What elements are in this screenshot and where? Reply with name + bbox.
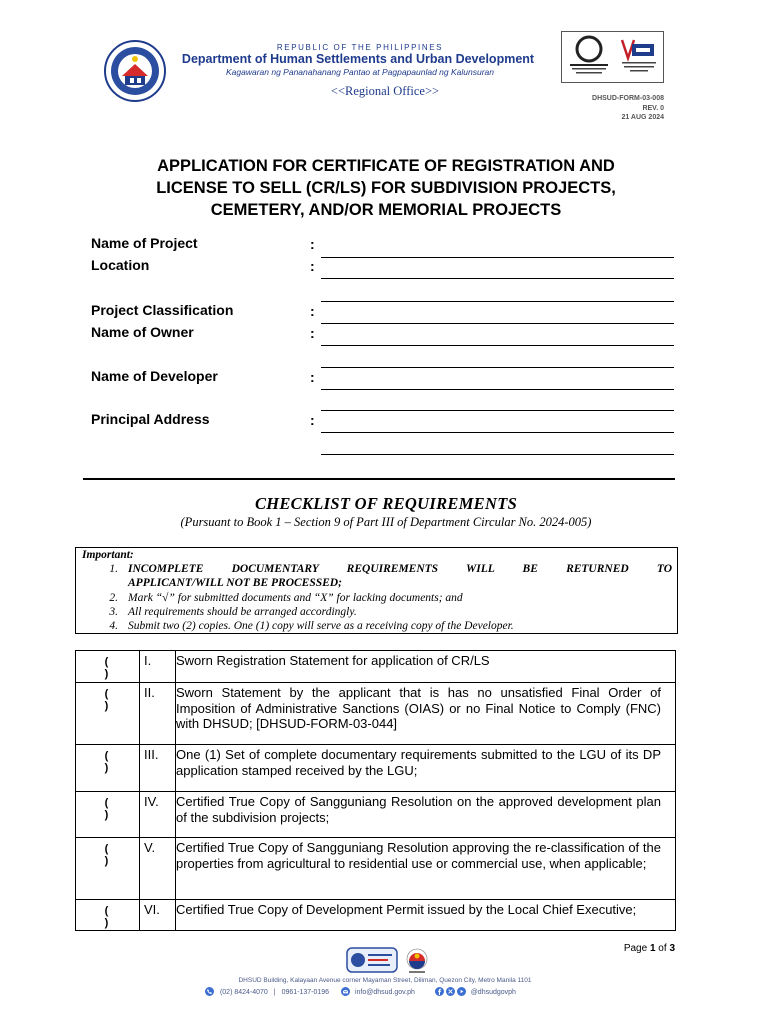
important-notice [75,547,678,634]
form-date: 21 AUG 2024 [621,114,664,121]
field-colon: : [310,258,315,274]
principal-address-field-line-2[interactable] [321,454,674,455]
field-colon: : [310,236,315,252]
checklist-title: CHECKLIST OF REQUIREMENTS [254,494,518,513]
important-item-text: Submit two (2) copies. One (1) copy will serve as a receiving copy of the Developer. [128,620,514,632]
phone-icon [205,987,214,998]
requirement-text: Certified True Copy of Sangguniang Resolution approving the re-classification of the properties from agricultural to residential use or commercial use, when applicable; [176,838,676,900]
title-line-2: LICENSE TO SELL (CR/LS) FOR SUBDIVISION PROJECTS, [156,179,616,197]
footer-phone: (02) 8424-4070 [219,989,268,996]
page-total: 3 [669,943,675,954]
footer-logos [345,946,435,976]
footer-mobile: 0961-137-0196 [281,989,330,996]
table-row [76,838,676,900]
requirement-number: V. [140,838,176,900]
page-number: Page 1 of 3 [623,943,675,954]
section-divider [83,478,675,480]
header-regional-office: <<Regional Office>> [330,84,440,98]
name-of-owner-label: Name of Owner [91,324,194,340]
requirement-text: One (1) Set of complete documentary requirements submitted to the LGU of its DP application stamped received by the LGU; [176,745,676,792]
requirement-text: Certified True Copy of Development Permit issued by the Local Chief Executive; [176,900,676,931]
footer-contacts: (02) 8424-4070 | 0961-137-0196 info@dhsud.gov.ph @dhsudgovph [205,987,565,1001]
location-field-line-2[interactable] [321,301,674,302]
requirement-number: II. [140,683,176,745]
project-classification-label: Project Classification [91,302,234,318]
important-item-number: 4. [109,620,118,632]
document-title [100,155,672,221]
requirement-number: III. [140,745,176,792]
location-label: Location [91,257,150,273]
project-classification-field[interactable] [321,323,674,324]
requirement-number: IV. [140,792,176,838]
footer-email[interactable]: info@dhsud.gov.ph [354,989,415,996]
requirement-checkbox[interactable]: ( ) [76,745,140,792]
important-item-number: 2. [109,592,118,604]
header-department: Department of Human Settlements and Urban Development [181,52,535,66]
facebook-icon[interactable] [435,987,444,998]
principal-address-label: Principal Address [91,411,210,427]
table-row [76,792,676,838]
header-republic: REPUBLIC OF THE PHILIPPINES [276,43,444,52]
table-row [76,745,676,792]
important-item-number: 1. [109,563,118,575]
table-row [76,900,676,931]
youtube-icon[interactable] [457,987,466,998]
requirement-checkbox[interactable]: ( ) [76,792,140,838]
field-colon: : [310,369,315,385]
important-item-text: INCOMPLETE DOCUMENTARY REQUIREMENTS WILL BE RETURNED TO [128,563,672,575]
bagong-pilipinas-logo [347,948,397,972]
requirement-checkbox[interactable]: ( ) [76,838,140,900]
requirement-number: VI. [140,900,176,931]
principal-address-field[interactable] [321,432,674,433]
page-current: 1 [649,943,656,954]
table-row [76,683,676,745]
requirement-checkbox[interactable]: ( ) [76,651,140,683]
twitter-icon[interactable] [446,987,455,998]
pab-accreditation-badge [622,40,656,72]
email-icon [341,987,350,998]
title-line-3: CEMETERY, AND/OR MEMORIAL PROJECTS [210,201,562,219]
name-of-developer-field[interactable] [321,389,674,390]
footer-social[interactable]: @dhsudgovph [470,989,516,996]
important-item-text-2: APPLICANT/WILL NOT BE PROCESSED; [128,577,342,589]
title-line-1: APPLICATION FOR CERTIFICATE OF REGISTRATION AND [157,157,615,175]
important-item-number: 3. [109,606,118,618]
form-code: DHSUD-FORM-03-008 [592,95,664,102]
requirement-text: Certified True Copy of Sangguniang Resolution on the approved development plan of the subdivision projects; [176,792,676,838]
important-title: Important: [82,549,134,561]
bagong-pilipinas-emblem [407,949,427,973]
location-field[interactable] [321,278,674,279]
important-item-text: All requirements should be arranged accordingly. [128,606,357,618]
requirement-checkbox[interactable]: ( ) [76,683,140,745]
dhsud-seal-logo [104,40,166,102]
name-of-project-field[interactable] [321,257,674,258]
name-of-owner-field[interactable] [321,345,674,346]
iso-certification-badge [570,37,608,74]
field-colon: : [310,303,315,319]
requirement-text: Sworn Registration Statement for application of CR/LS [176,651,676,683]
header-tagline: Kagawaran ng Pananahanang Pantao at Pagpapaunlad ng Kalunsuran [226,67,494,77]
field-colon: : [310,412,315,428]
form-code-block [560,94,664,123]
footer-address: DHSUD Building, Kalayaan Avenue corner Mayaman Street, Diliman, Quezon City, Metro Manila 1101 [238,977,532,984]
checklist-subtitle: (Pursuant to Book 1 – Section 9 of Part III of Department Circular No. 2024-005) [180,515,592,529]
important-item-text: Mark “√” for submitted documents and “X” for lacking documents; and [128,592,463,604]
name-of-project-label: Name of Project [91,235,198,251]
requirements-table [75,650,676,931]
requirement-number: I. [140,651,176,683]
requirement-text: Sworn Statement by the applicant that is has no unsatisfied Final Order of Imposition of Administrative Sanctions (OIAS) or no Final Notice to Comply (FNC) with DHSUD; [DHSUD-FORM-03-044] [176,683,676,745]
table-row [76,651,676,683]
form-revision: REV. 0 [642,104,664,112]
name-of-developer-field-line-2[interactable] [321,410,674,411]
requirement-checkbox[interactable]: ( ) [76,900,140,931]
name-of-developer-label: Name of Developer [91,368,218,384]
field-colon: : [310,325,315,341]
name-of-owner-field-line-2[interactable] [321,367,674,368]
certification-badges [561,31,664,83]
